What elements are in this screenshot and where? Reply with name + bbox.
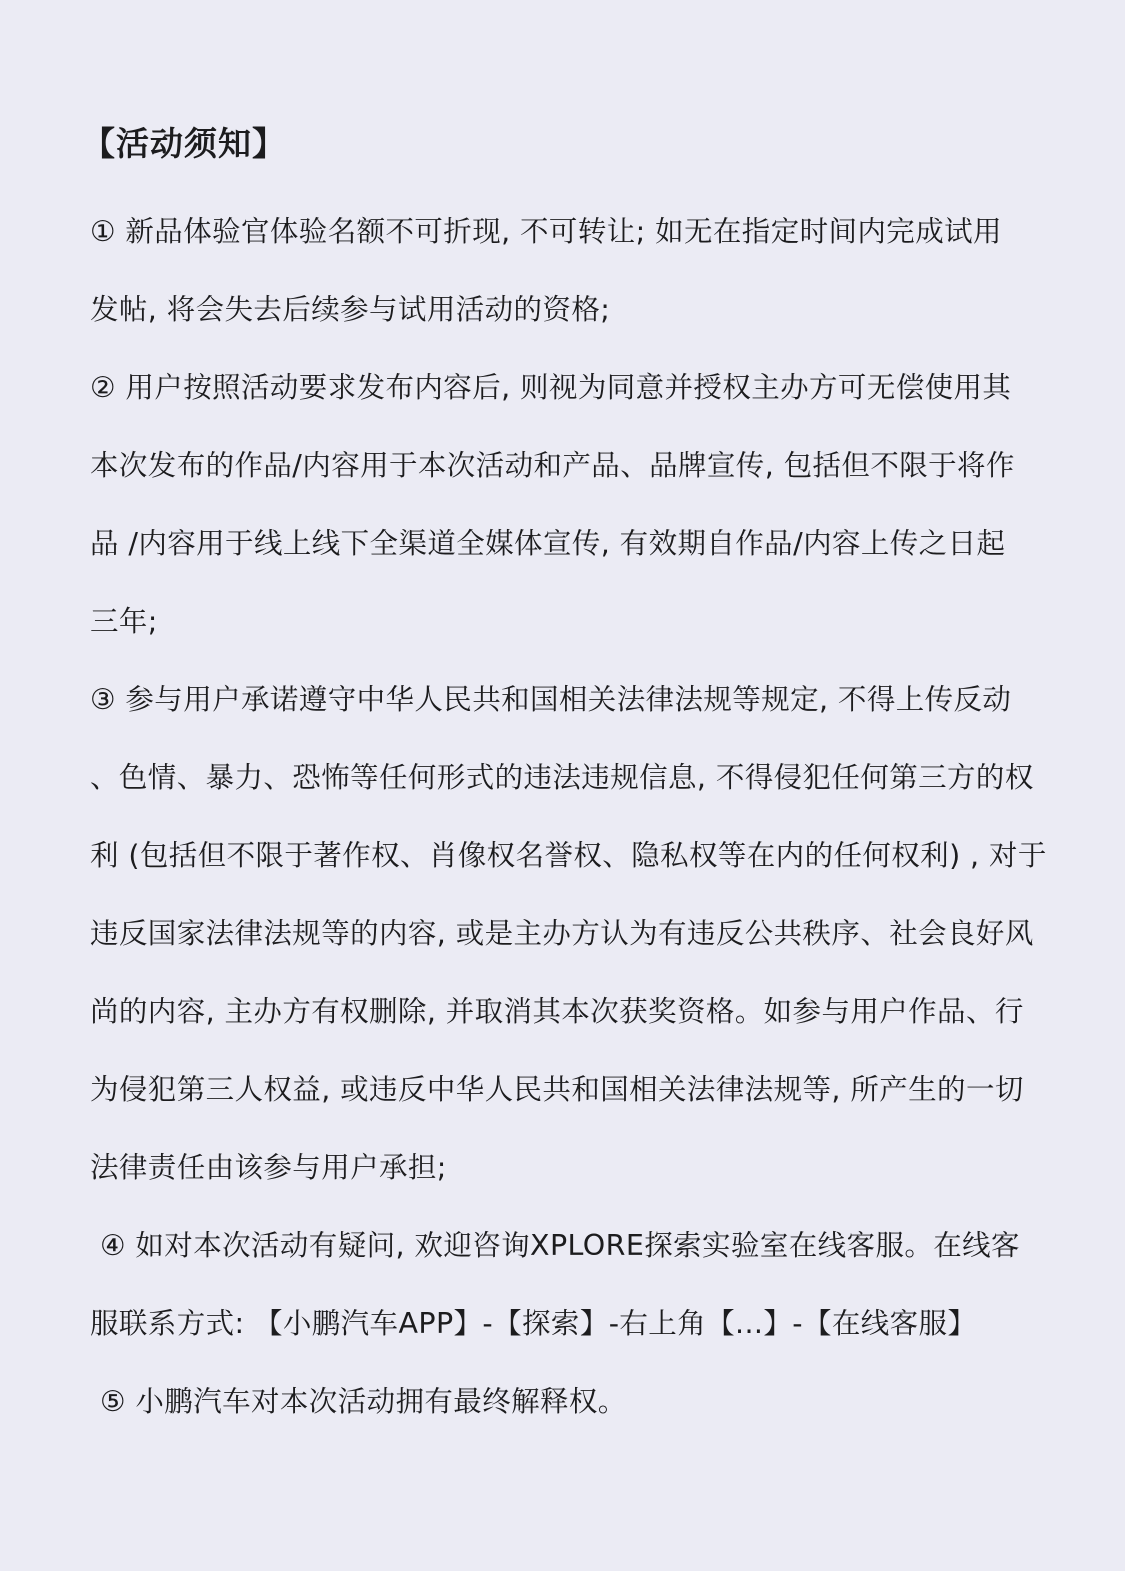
notice-line: 本次发布的作品/内容用于本次活动和产品、品牌宣传, 包括但不限于将作: [90, 449, 1015, 482]
notice-line: 利 (包括但不限于著作权、肖像权名誉权、隐私权等在内的任何权利) , 对于: [90, 839, 1047, 872]
page-title: 【活动须知】: [82, 124, 286, 163]
notice-line: 违反国家法律法规等的内容, 或是主办方认为有违反公共秩序、社会良好风: [90, 917, 1034, 950]
notice-line: ① 新品体验官体验名额不可折现, 不可转让; 如无在指定时间内完成试用: [90, 215, 1002, 248]
notice-line: ③ 参与用户承诺遵守中华人民共和国相关法律法规等规定, 不得上传反动: [90, 683, 1012, 716]
notice-line: 为侵犯第三人权益, 或违反中华人民共和国相关法律法规等, 所产生的一切: [90, 1073, 1024, 1106]
notice-line: 服联系方式: 【小鹏汽车APP】-【探索】-右上角【...】-【在线客服】: [90, 1307, 977, 1340]
notice-line: 尚的内容, 主办方有权删除, 并取消其本次获奖资格。如参与用户作品、行: [90, 995, 1024, 1028]
notice-line: 、色情、暴力、恐怖等任何形式的违法违规信息, 不得侵犯任何第三方的权: [90, 761, 1034, 794]
notice-line: ⑤ 小鹏汽车对本次活动拥有最终解释权。: [100, 1385, 627, 1418]
notice-line: ② 用户按照活动要求发布内容后, 则视为同意并授权主办方可无偿使用其: [90, 371, 1012, 404]
notice-line: 三年;: [90, 605, 158, 638]
notice-line: 法律责任由该参与用户承担;: [90, 1151, 447, 1184]
notice-line: 发帖, 将会失去后续参与试用活动的资格;: [90, 293, 611, 326]
notice-line: 品 /内容用于线上线下全渠道全媒体宣传, 有效期自作品/内容上传之日起: [90, 527, 1006, 560]
notice-line: ④ 如对本次活动有疑问, 欢迎咨询XPLORE探索实验室在线客服。在线客: [100, 1229, 1020, 1262]
